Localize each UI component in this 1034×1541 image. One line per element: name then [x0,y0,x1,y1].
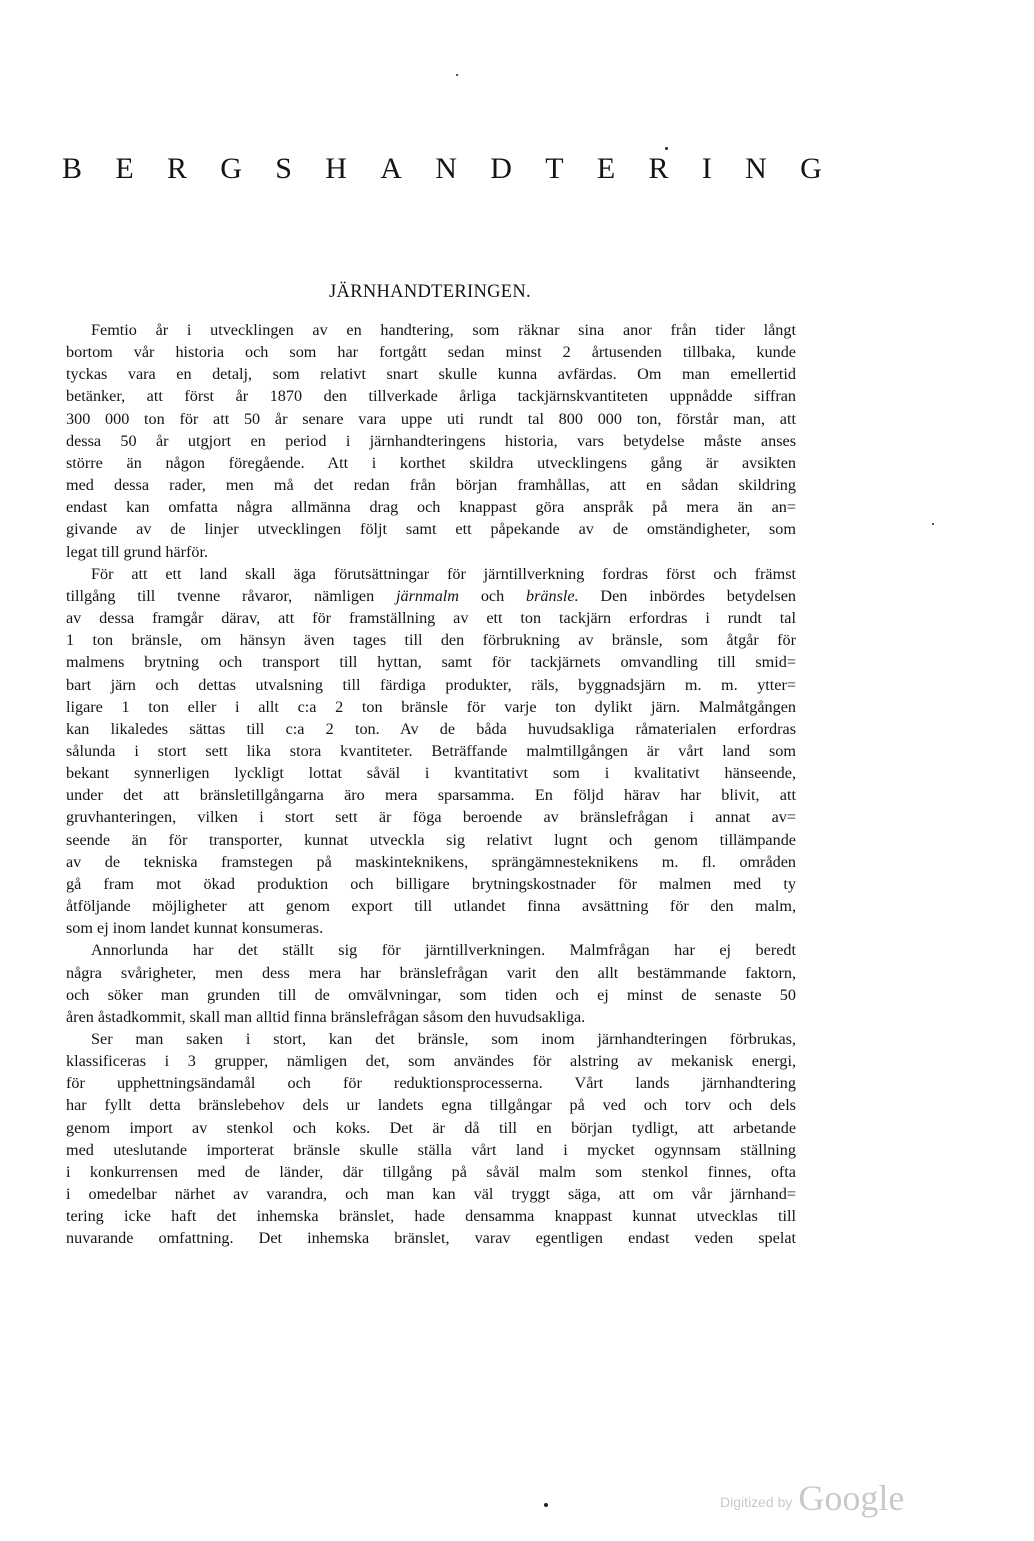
text-line: seende än för transporter, kunnat utveckla sig relativt lugnt och genom tillämpande [66,830,796,849]
italic-term: järnmalm [396,586,459,605]
text-line: dessa 50 år utgjort en period i järnhandteringens historia, vars betydelse måste anses [66,431,796,450]
text-line: bart järn och dettas utvalsning till färdiga produkter, räls, byggnadsjärn m. m. ytter= [66,675,796,694]
title-letter: N [745,152,767,185]
digitized-watermark [720,1472,940,1516]
text-line: för upphettningsändamål och för reduktionsprocesserna. Vårt lands järnhandtering [66,1074,796,1093]
text-line: givande av de linjer utvecklingen följt samt ett påpekande av de omständigheter, som [66,520,796,539]
text-segment: Den inbördes betydelsen [600,586,796,605]
text-segment: och [480,586,505,605]
title-letter: D [490,152,512,185]
title-letter: R [166,152,187,185]
text-line: kan likaledes sättas till c:a 2 ton. Av de båda huvudsakliga råmaterialen erfordras [66,719,796,738]
text-line: genom import av stenkol och koks. Det är då till en början tydligt, att arbetande [66,1118,796,1137]
text-line: betänker, att först år 1870 den tillverkade årliga tackjärnskvantiteten uppnådde siffran [66,387,796,406]
italic-term: bränsle. [526,586,579,605]
section-heading: JÄRNHANDTERINGEN. [329,282,531,302]
text-line: gruvhanteringen, vilken i stort sett är föga beroende av bränslefrågan i annat av= [66,808,796,827]
title-letter: E [115,152,134,185]
text-line: har fyllt detta bränslebehov dels ur landets egna tillgångar på ved och torv och dels [66,1096,796,1115]
speck-mark [665,147,668,150]
google-logo: Google [798,1478,905,1518]
title-letter: T [545,152,564,185]
text-line: av dessa framgår därav, att för framställning av ett ton tackjärn erfordras i rundt tal [66,609,796,628]
text-line: bekant synnerligen lyckligt lottat såväl i kvantitativt som i kvalitativt hänseende, [66,764,796,783]
text-line: 300 000 ton för att 50 år senare vara uppe uti rundt tal 800 000 ton, förstår man, att [66,409,796,428]
body-text [66,319,796,1250]
text-line: För att ett land skall äga förutsättningar för järntillverkning fordras först och främst [91,564,796,583]
text-line: 1 ton bränsle, om hänsyn även tages till den förbrukning av bränsle, som åtgår för [66,631,796,650]
text-segment: tillgång till tvenne råvaror, nämligen [66,586,375,605]
text-line: några svårigheter, men dess mera har bränslefrågan varit den allt bestämmande faktorn, [66,963,796,982]
speck-mark [932,523,934,525]
text-line: åtföljande möjligheter att genom export till utlandet finna avsättning för den malm, [66,897,796,916]
title-letter: G [220,152,242,185]
title-letter: B [62,152,83,185]
watermark-small-text: Digitized by [720,1494,793,1510]
title-letter: H [325,152,347,185]
title-letter: I [701,152,712,185]
text-line: i omedelbar närhet av varandra, och man kan väl tryggt säga, att om vår järnhand= [66,1185,796,1204]
text-line: tering icke haft det inhemska bränslet, hade densamma knappast kunnat utvecklas till [66,1207,796,1226]
speck-mark [456,74,458,76]
text-line: större än någon föregående. Att i korthet skildra utvecklingens gång är avsikten [66,453,796,472]
paragraph-3 [66,939,796,1028]
text-line: med dessa rader, men må det redan från början framhållas, att en sådan skildring [66,476,796,495]
text-line: som ej inom landet kunnat konsumeras. [66,919,324,938]
text-line: bortom vår historia och som har fortgått sedan minst 2 årtusenden tillbaka, kunde [66,343,796,362]
text-line: och söker man grunden till de omvälvningar, som tiden och ej minst de senaste 50 [66,985,796,1004]
page-title [62,152,822,186]
paragraph-4 [66,1028,796,1250]
text-line: nuvarande omfattning. Det inhemska bränslet, varav egentligen endast veden spelat [66,1229,796,1248]
text-line: gå fram mot ökad produktion och billigare brytningskostnader för malmen med ty [66,874,796,893]
text-line: ligare 1 ton eller i allt c:a 2 ton bränsle för varje ton dylikt järn. Malmåtgången [66,697,796,716]
text-line: under det att bränsletillgångarna äro mera sparsamma. En följd härav har blivit, att [66,786,796,805]
text-line: i konkurrensen med de länder, där tillgång på såväl malm som stenkol finnes, ofta [66,1162,796,1181]
text-line: Femtio år i utvecklingen av en handtering, som räknar sina anor från tider långt [91,321,796,339]
text-line: åren åstadkommit, skall man alltid finna bränslefrågan såsom den huvudsakliga. [66,1007,586,1026]
title-letter: S [275,152,292,185]
paragraph-2 [66,563,796,940]
title-letter: A [380,152,402,185]
text-line: sålunda i stort sett lika stora kvantiteter. Beträffande malmtillgången är vårt land som [66,741,796,760]
text-line-mixed [66,585,796,607]
paragraph-1 [66,319,796,563]
text-line: malmens brytning och transport till hyttan, samt för tackjärnets omvandling till smid= [66,653,796,672]
text-line: Annorlunda har det ställt sig för järntillverkningen. Malmfrågan har ej beredt [91,941,796,960]
text-line: med uteslutande importerat bränsle skulle ställa vårt land i mycket ogynnsam ställning [66,1140,796,1159]
title-letter: E [596,152,616,185]
text-line: av de tekniska framstegen på maskinteknikens, sprängämnesteknikens m. fl. områden [66,852,796,871]
title-letter: N [435,152,457,185]
text-line: klassificeras i 3 grupper, nämligen det, som användes för alstring av mekanisk energi, [66,1052,796,1071]
text-line: Ser man saken i stort, kan det bränsle, som inom järnhandteringen förbrukas, [91,1030,796,1048]
speck-mark [544,1503,548,1507]
title-letter: G [800,152,822,185]
text-line: endast kan omfatta några allmänna drag och knappast göra anspråk på mera än an= [66,498,796,517]
text-line: tyckas vara en detalj, som relativt snart skulle kunna avfärdas. Om man emellertid [66,365,796,384]
text-line: legat till grund härför. [66,542,209,561]
title-letter: R [648,152,669,185]
